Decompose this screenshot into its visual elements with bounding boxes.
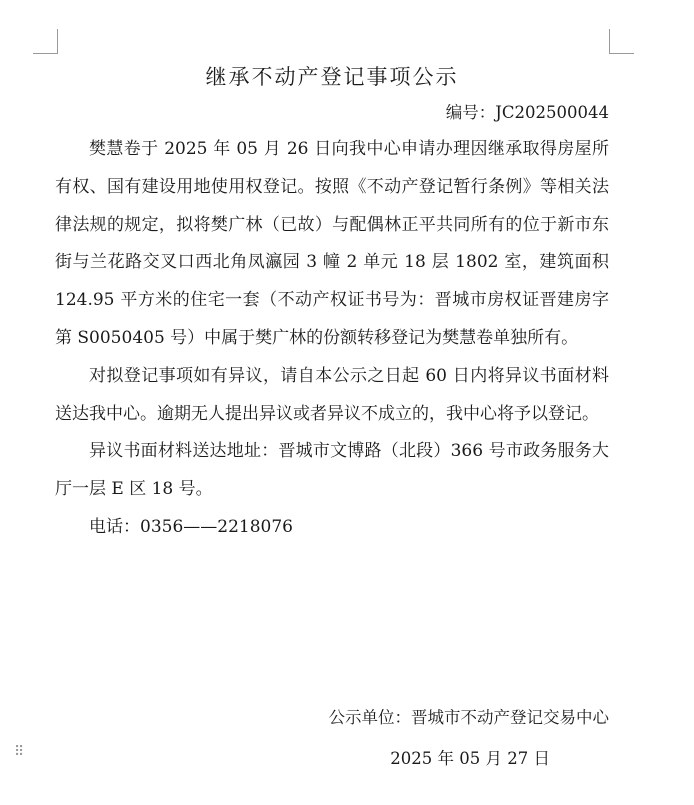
paragraph-application: 樊慧卷于 2025 年 05 月 26 日向我中心申请办理因继承取得房屋所有权、国有建设用地使用权登记。按照《不动产登记暂行条例》等相关法律法规的规定，拟将樊广林（已故）与配偶林正平共同所有的位于新市东街与兰花路交叉口西北角凤瀛园 3 幢 2 单元 18 层 1802 室，建筑面积 124.95 平方米的住宅一套（不动产权证书号为：晋城市房权证晋建房字第 S0050405 号）中属于樊广林的份额转移登记为樊慧卷单独所有。 (55, 139, 609, 348)
document-number (55, 100, 609, 126)
paragraph-address: 异议书面材料送达地址：晋城市文博路（北段）366 号市政务服务大厅一层 E 区 18 号。 (55, 441, 609, 500)
crop-mark-top-left (33, 29, 58, 54)
document-title: 继承不动产登记事项公示 (205, 65, 459, 89)
paragraph-phone: 电话：0356——2218076 (89, 516, 293, 537)
document-number-label: 编号： (445, 103, 496, 122)
document-number-value: JC202500044 (495, 103, 609, 122)
paragraph-objection: 对拟登记事项如有异议，请自本公示之日起 60 日内将异议书面材料送达我中心。逾期无人提出异议或者异议不成立的，我中心将予以登记。 (55, 365, 609, 424)
document-page (55, 60, 609, 768)
publisher-unit: 公示单位：晋城市不动产登记交易中心 (328, 708, 609, 727)
drag-handle-icon[interactable]: ⠿ (14, 744, 23, 760)
publish-date: 2025 年 05 月 27 日 (390, 749, 550, 768)
crop-mark-top-right (609, 29, 634, 54)
